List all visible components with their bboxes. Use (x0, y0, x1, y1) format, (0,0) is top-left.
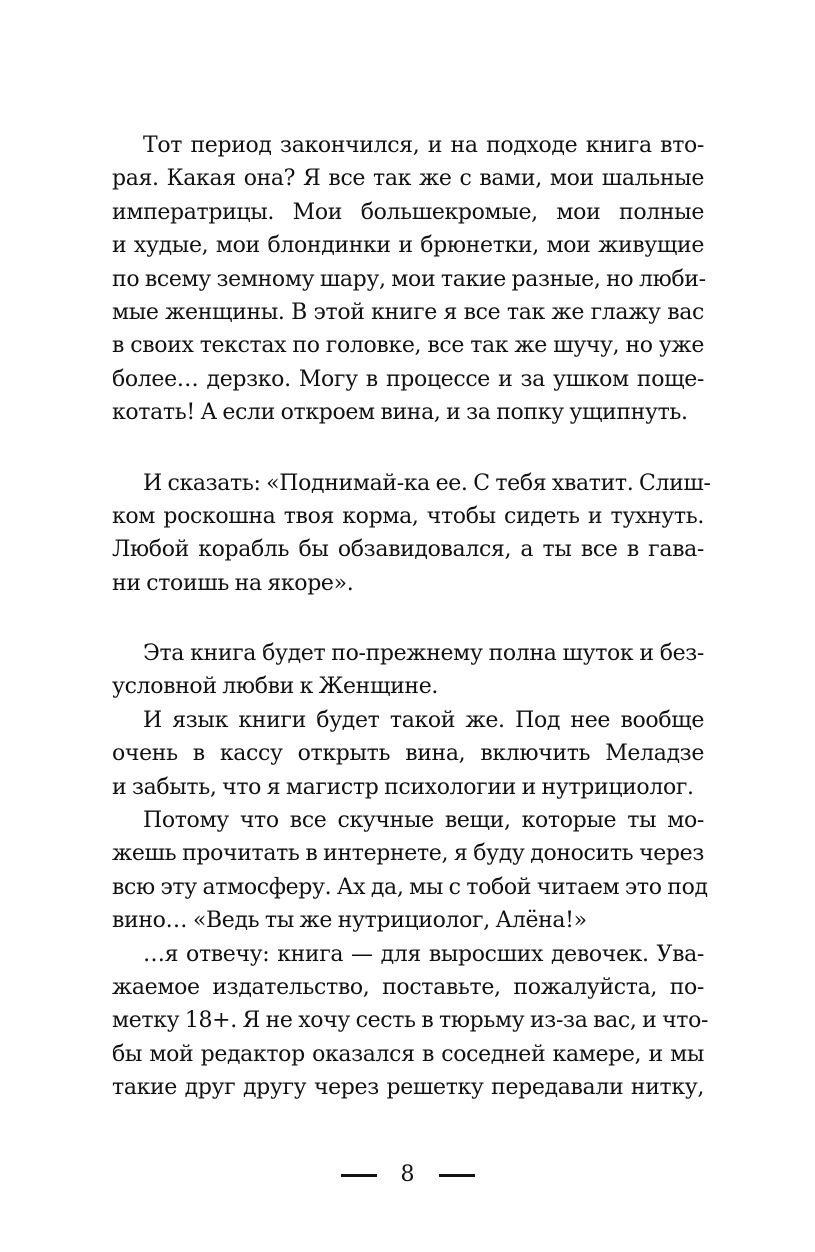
text-line: мые женщины. В этой книге я все так же глажу вас (112, 299, 704, 325)
text-line: по всему земному шару, мои такие разные, но люби- (112, 266, 706, 292)
paragraph-6 (112, 938, 709, 1105)
footer-dash-left (341, 1174, 377, 1177)
text-line: ни стоишь на якоре». (112, 570, 354, 596)
text-line: очень в кассу открыть вина, включить Меладзе (112, 741, 704, 767)
text-line: в своих текстах по головке, все так же шучу, но уже (112, 333, 704, 359)
text-line: Любой корабль бы обзавидовался, а ты все в гава- (112, 537, 704, 563)
text-line: всю эту атмосферу. Ах да, мы с тобой читаем это под (112, 874, 708, 900)
paragraph-gap (112, 430, 704, 467)
text-line: императрицы. Мои большекромые, мои полные (112, 199, 704, 225)
footer-dash-right (439, 1174, 475, 1177)
book-page-text (112, 129, 711, 1105)
paragraph-2 (112, 467, 711, 601)
paragraph-gap (112, 600, 704, 637)
paragraph-5 (112, 804, 708, 938)
text-line: и худые, мои блондинки и брюнетки, мои живущие (112, 233, 704, 259)
text-line: метку 18+. Я не хочу сесть в тюрьму из-за вас, и что- (112, 1008, 709, 1034)
text-line: Эта книга будет по-прежнему полна шуток и без- (143, 641, 704, 667)
text-line: условной любви к Женщине. (112, 674, 439, 700)
text-line: И сказать: «Поднимай-ка ее. С тебя хватит. Слиш- (143, 470, 711, 496)
text-line: рая. Какая она? Я все так же с вами, мои шальные (112, 166, 704, 192)
paragraph-1 (112, 129, 704, 430)
text-line: …я отвечу: книга — для выросших девочек. Ува- (143, 941, 704, 967)
page-number: 8 (400, 1162, 415, 1187)
page-footer (0, 1160, 815, 1190)
text-line: И язык книги будет такой же. Под нее вообще (143, 707, 704, 733)
text-line: такие друг другу через решетку передавали нитку, (112, 1075, 704, 1101)
paragraph-4 (112, 704, 704, 804)
text-line: жешь прочитать в интернете, я буду доносить через (112, 841, 704, 867)
text-line: вино… «Ведь ты же нутрициолог, Алёна!» (112, 908, 587, 934)
paragraph-3 (112, 637, 704, 704)
text-line: бы мой редактор оказался в соседней камере, и мы (112, 1041, 704, 1067)
text-line: более… дерзко. Могу в процессе и за ушком поще- (112, 366, 704, 392)
text-line: и забыть, что я магистр психологии и нутрициолог. (112, 774, 694, 800)
text-line: жаемое издательство, поставьте, пожалуйста, по- (112, 974, 704, 1000)
text-line: Тот период закончился, и на подходе книга вто- (143, 133, 704, 158)
text-line: ком роскошна твоя корма, чтобы сидеть и тухнуть. (112, 503, 704, 529)
text-line: Потому что все скучные вещи, которые ты мо- (143, 808, 704, 834)
text-line: котать! А если откроем вина, и за попку ущипнуть. (112, 400, 688, 426)
